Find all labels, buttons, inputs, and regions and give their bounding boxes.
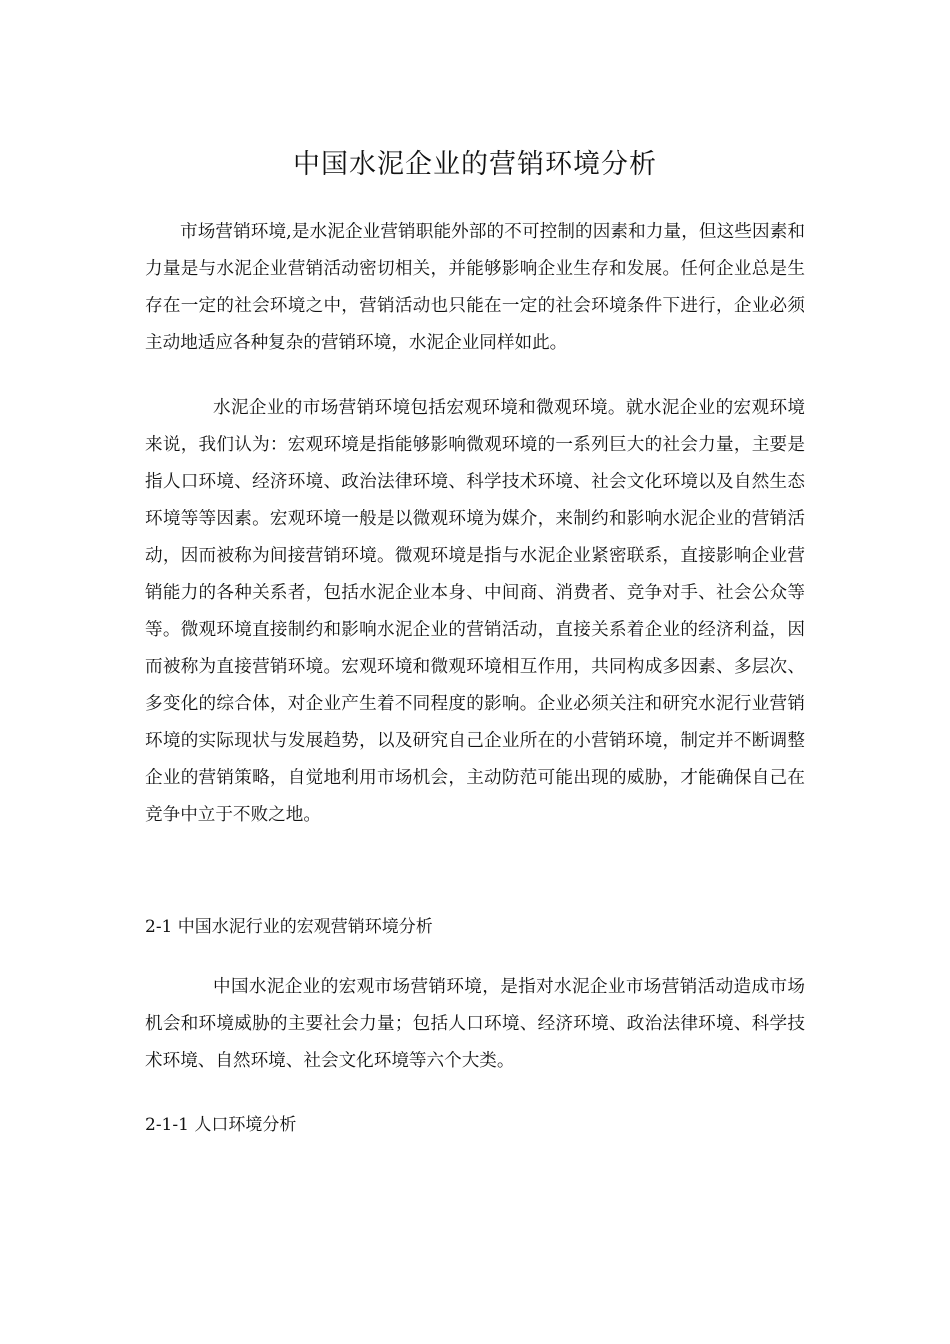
body-paragraph-macro-definition: 中国水泥企业的宏观市场营销环境，是指对水泥企业市场营销活动造成市场机会和环境威胁的主要社会力量；包括人口环境、经济环境、政治法律环境、科学技术环境、自然环境、社会文化环境等六个大类。 <box>145 977 805 1071</box>
body-paragraph-macro-micro: 水泥企业的市场营销环境包括宏观环境和微观环境。就水泥企业的宏观环境来说，我们认为：宏观环境是指能够影响微观环境的一系列巨大的社会力量，主要是指人口环境、经济环境、政治法律环境、科学技术环境、社会文化环境以及自然生态环境等等因素。宏观环境一般是以微观环境为媒介，来制约和影响水泥企业的营销活动，因而被称为间接营销环境。微观环境是指与水泥企业紧密联系，直接影响企业营销能力的各种关系者，包括水泥企业本身、中间商、消费者、竞争对手、社会公众等等。微观环境直接制约和影响水泥企业的营销活动，直接关系着企业的经济利益，因而被称为直接营销环境。宏观环境和微观环境相互作用，共同构成多因素、多层次、多变化的综合体，对企业产生着不同程度的影响。企业必须关注和研究水泥行业营销环境的实际现状与发展趋势，以及研究自己企业所在的小营销环境，制定并不断调整企业的营销策略，自觉地利用市场机会，主动防范可能出现的威胁，才能确保自己在竞争中立于不败之地。 <box>145 398 805 825</box>
section-heading-2-1: 2-1 中国水泥行业的宏观营销环境分析 <box>145 917 433 937</box>
document-title: 中国水泥企业的营销环境分析 <box>293 149 657 180</box>
section-heading-2-1-1: 2-1-1 人口环境分析 <box>145 1115 297 1135</box>
body-paragraph-intro: 市场营销环境,是水泥企业营销职能外部的不可控制的因素和力量，但这些因素和力量是与水泥企业营销活动密切相关，并能够影响企业生存和发展。任何企业总是生存在一定的社会环境之中，营销活动也只能在一定的社会环境条件下进行，企业必须主动地适应各种复杂的营销环境，水泥企业同样如此。 <box>145 222 805 353</box>
